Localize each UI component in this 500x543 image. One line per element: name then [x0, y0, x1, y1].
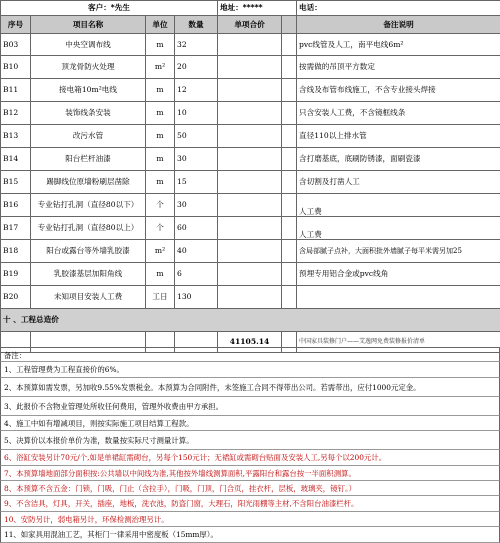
- row-id: B18: [1, 240, 31, 263]
- row-qty: 130: [175, 286, 218, 309]
- table-row: [1, 79, 500, 102]
- row-name: 阳台或露台等外墙乳胶漆: [31, 240, 146, 263]
- col-header-qty: 数量: [175, 16, 218, 34]
- row-id: B10: [1, 56, 31, 79]
- row-name: 接电箱10m²电线: [31, 79, 146, 102]
- row-name: 专业钻打孔洞（直径80以下）: [31, 194, 146, 217]
- row-remark: 人工费: [297, 194, 500, 217]
- note-item: 11、如家具用混油工艺，其柜门一律采用中密度板（15mm厚）。: [0, 527, 500, 542]
- notes-label: 备注：: [0, 347, 500, 362]
- row-unit: m²: [146, 240, 175, 263]
- row-remark: pvc线管及人工，南平电线6m²: [297, 34, 500, 56]
- col-header-blank: [282, 16, 297, 34]
- row-qty: 30: [175, 194, 218, 217]
- row-id: B19: [1, 263, 31, 286]
- row-name: 改污水管: [31, 125, 146, 148]
- row-unit: m: [146, 125, 175, 148]
- table-row: [1, 56, 500, 79]
- row-price: [218, 194, 282, 217]
- row-id: B20: [1, 286, 31, 309]
- row-blank: [282, 102, 297, 125]
- column-header-row: [1, 16, 500, 34]
- col-header-remark: 备注说明: [297, 16, 500, 34]
- header-info-row: [1, 1, 500, 16]
- row-blank: [282, 148, 297, 171]
- row-unit: 个: [146, 217, 175, 240]
- row-qty: 10: [175, 102, 218, 125]
- table-row: [1, 240, 500, 263]
- table-row: [1, 148, 500, 171]
- col-header-price: 单项合价: [218, 16, 282, 34]
- row-name: 未知项目安装人工费: [31, 286, 146, 309]
- row-remark: 直径110以上排水管: [297, 125, 500, 148]
- row-remark: 预埋专用铝合金或pvc线角: [297, 263, 500, 286]
- table-row: [1, 102, 500, 125]
- row-price: [218, 263, 282, 286]
- row-name: 乳胶漆基层加阳角线: [31, 263, 146, 286]
- note-item: 5、决算价以本报价单价为准，数量按实际尺寸测量计算。: [0, 431, 500, 450]
- row-qty: 32: [175, 34, 218, 56]
- row-blank: [282, 240, 297, 263]
- row-remark: 含局部腻子点补，大面积批外墙腻子每平米需另加25: [297, 240, 500, 263]
- row-qty: 30: [175, 148, 218, 171]
- row-blank: [282, 286, 297, 309]
- row-qty: 20: [175, 56, 218, 79]
- row-id: B14: [1, 148, 31, 171]
- row-qty: 50: [175, 125, 218, 148]
- table-row: [1, 125, 500, 148]
- note-item: 3、此报价不含物业管理处所收任何费用，管理外收费由甲方承担。: [0, 397, 500, 416]
- row-unit: m: [146, 79, 175, 102]
- row-name: 阳台栏杆油漆: [31, 148, 146, 171]
- row-qty: 40: [175, 240, 218, 263]
- row-unit: m: [146, 34, 175, 56]
- row-blank: [282, 217, 297, 240]
- row-unit: 个: [146, 194, 175, 217]
- row-blank: [282, 34, 297, 56]
- row-price: [218, 56, 282, 79]
- row-unit: m: [146, 263, 175, 286]
- row-name: 踢脚线位原墙粉刷层凿除: [31, 171, 146, 194]
- row-blank: [282, 171, 297, 194]
- row-price: [218, 79, 282, 102]
- table-row: [1, 194, 500, 217]
- row-id: B13: [1, 125, 31, 148]
- phone-cell: 电话：: [297, 1, 500, 16]
- note-item-highlight: 10、安防另计，弱电箱另计，环保检测治理另计。: [0, 512, 500, 527]
- row-id: B15: [1, 171, 31, 194]
- note-item: 4、施工中如有增减项目，则按实际施工项目结算工程款。: [0, 416, 500, 431]
- total-note: 中国家具装修门户——艾逸网免费装修报价清单: [297, 332, 500, 353]
- note-item: 2、本预算如需发票，另加收9.55%发票税金。本预算为合同附件，未签施工合同不得带出公司。若需带出，应付1000元定金。: [0, 378, 500, 397]
- row-price: [218, 286, 282, 309]
- col-header-id: 序号: [1, 16, 31, 34]
- row-blank: [282, 79, 297, 102]
- row-remark: 含切割及打凿人工: [297, 171, 500, 194]
- col-header-unit: 单位: [146, 16, 175, 34]
- row-qty: 12: [175, 79, 218, 102]
- row-id: B16: [1, 194, 31, 217]
- row-blank: [282, 263, 297, 286]
- notes-section: [0, 347, 500, 543]
- row-blank: [282, 125, 297, 148]
- row-blank: [282, 56, 297, 79]
- row-unit: 工日: [146, 286, 175, 309]
- row-unit: m: [146, 102, 175, 125]
- row-qty: 6: [175, 263, 218, 286]
- row-remark: 人工费: [297, 217, 500, 240]
- row-remark: 含打磨基底，底刷防锈漆，面刷瓷漆: [297, 148, 500, 171]
- note-item-highlight: 6、浴缸安装另计70元/个,如是单裙缸需砌台，另每个150元计；无裙缸或需砌台贴面及安装人工,另每个以200元计。: [0, 450, 500, 465]
- row-price: [218, 171, 282, 194]
- row-name: 中央空调布线: [31, 34, 146, 56]
- table-row: [1, 263, 500, 286]
- row-qty: 60: [175, 217, 218, 240]
- row-unit: m²: [146, 56, 175, 79]
- section-header-row: [1, 309, 500, 332]
- table-row: [1, 217, 500, 240]
- row-remark: 按需做的吊顶平方数定: [297, 56, 500, 79]
- note-item-highlight: 9、不含洁具，灯具，开关，插座，地板，洗衣池，防盗门窗，大理石，阳光雨棚等主材,不含阳台油漆栏杆。: [0, 496, 500, 511]
- row-id: B11: [1, 79, 31, 102]
- note-item: 1、工程管理费为工程直接价的6%。: [0, 362, 500, 377]
- table-row: [1, 286, 500, 309]
- row-price: [218, 102, 282, 125]
- row-price: [218, 34, 282, 56]
- row-name: 顶龙骨防火处理: [31, 56, 146, 79]
- row-id: B03: [1, 34, 31, 56]
- note-item-highlight: 7、本预算墙地面部分面积按:公共墙以中间线为准,其他按外墙线测算面积,平露阳台和露台按一半面积测算。: [0, 466, 500, 481]
- row-id: B17: [1, 217, 31, 240]
- row-id: B12: [1, 102, 31, 125]
- row-blank: [282, 194, 297, 217]
- row-unit: m: [146, 171, 175, 194]
- row-remark: 含线及布管布线施工，不含专业接头焊接: [297, 79, 500, 102]
- col-header-name: 项目名称: [31, 16, 146, 34]
- row-qty: 15: [175, 171, 218, 194]
- row-name: 装饰线条安装: [31, 102, 146, 125]
- customer-cell: 客户：*先生: [1, 1, 218, 16]
- table-row: [1, 171, 500, 194]
- row-price: [218, 125, 282, 148]
- section-title: 十 、工程总造价: [1, 309, 500, 332]
- row-unit: m: [146, 148, 175, 171]
- row-name: 专业钻打孔洞（直径80以上）: [31, 217, 146, 240]
- row-remark: 只含安装人工费，不含镜框线条: [297, 102, 500, 125]
- address-cell: 地址：*****: [218, 1, 297, 16]
- note-item-highlight: 8、本预算不含五金：门锁，门吸，门止（含拉手），门吸，门顶，门合页，挂衣杆，层板，玻璃夹，镜钉。）: [0, 481, 500, 496]
- total-amount: 41105.14: [218, 332, 282, 353]
- row-price: [218, 240, 282, 263]
- row-remark: [297, 286, 500, 309]
- row-price: [218, 148, 282, 171]
- row-price: [218, 217, 282, 240]
- table-row: [1, 34, 500, 56]
